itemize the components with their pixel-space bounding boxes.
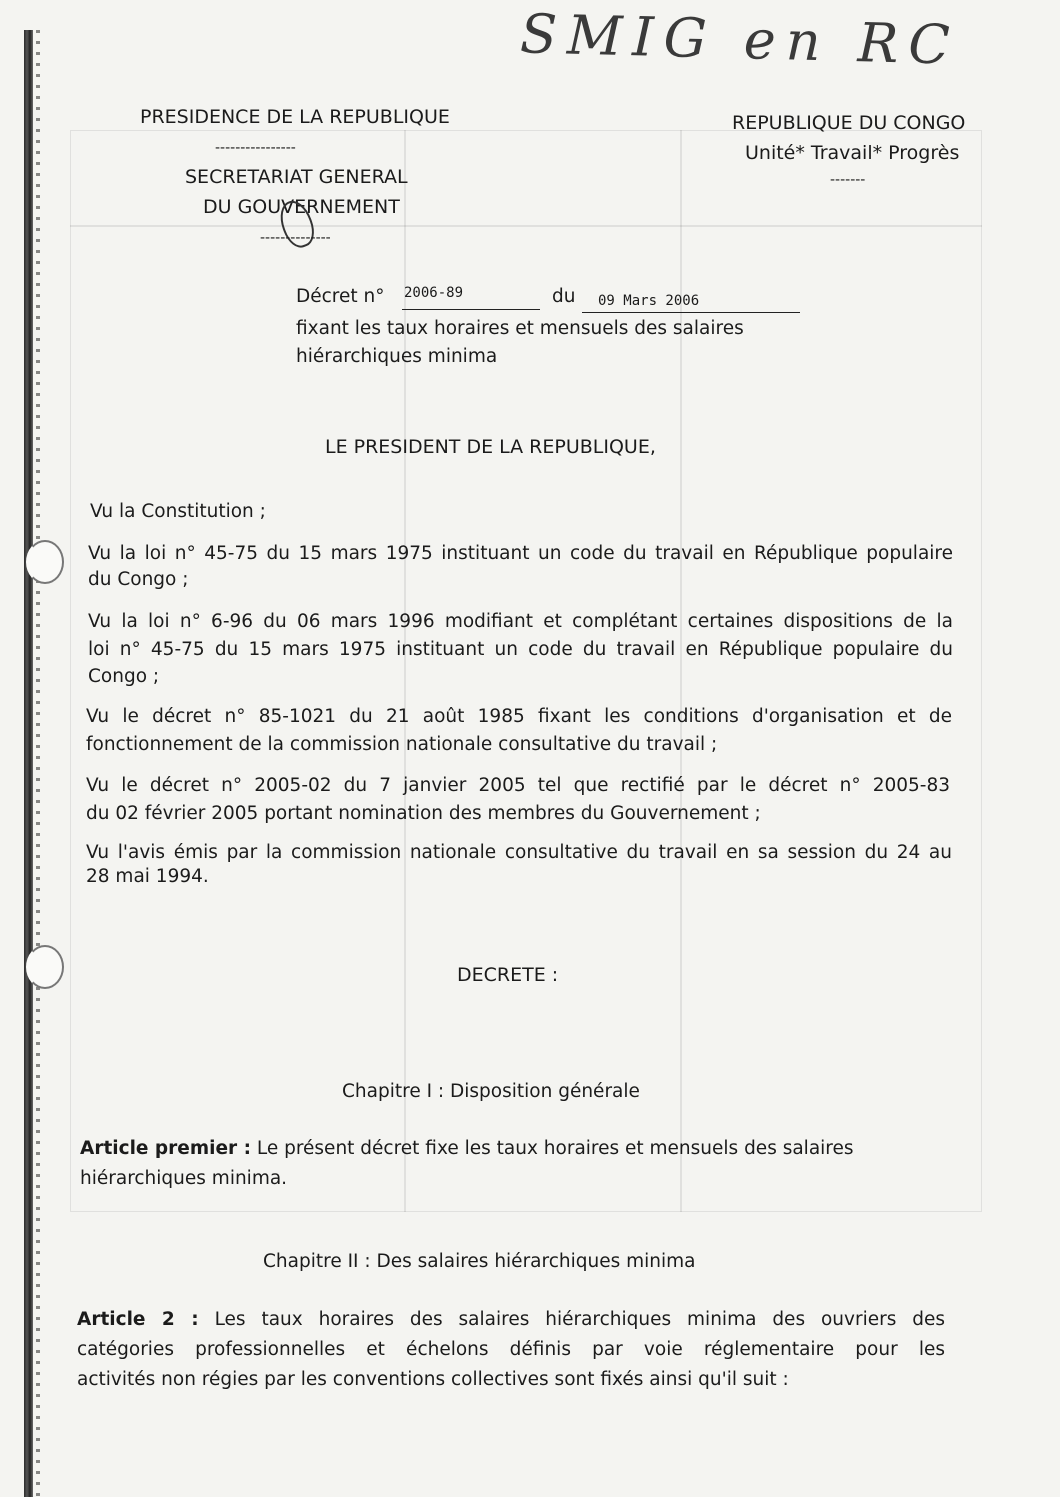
- binding-perforation: [36, 30, 40, 1497]
- decrete-heading: DECRETE :: [457, 964, 559, 986]
- binding-edge: [24, 30, 33, 1497]
- bleed-through-table: [70, 130, 982, 1212]
- decree-title-line: fixant les taux horaires et mensuels des salaires: [296, 318, 744, 339]
- header-separator: --------------: [260, 230, 331, 246]
- decree-number: 2006-89: [404, 285, 464, 301]
- visa-line: Vu le décret n° 2005-02 du 7 janvier 2005 tel que rectifié par le décret n° 2005-83: [86, 775, 950, 796]
- header-secretariat: SECRETARIAT GENERAL: [185, 166, 408, 188]
- decree-du: du: [552, 286, 576, 307]
- president-heading: LE PRESIDENT DE LA REPUBLIQUE,: [325, 436, 656, 458]
- header-motto: Unité* Travail* Progrès: [745, 142, 960, 164]
- visa-line: loi n° 45-75 du 15 mars 1975 instituant un code du travail en République populaire du: [88, 639, 953, 660]
- decree-number-underline: [402, 309, 540, 310]
- article-2-label: Article 2 :: [77, 1309, 199, 1330]
- bleed-through-row: [70, 225, 982, 227]
- visa-line: Vu la loi n° 6-96 du 06 mars 1996 modifiant et complétant certaines dispositions de la: [88, 611, 953, 632]
- visa-line: 28 mai 1994.: [86, 866, 209, 887]
- visa-line: du Congo ;: [88, 569, 189, 590]
- punch-hole: [26, 540, 64, 584]
- decree-date-underline: [582, 312, 800, 313]
- header-separator: ----------------: [215, 140, 296, 156]
- visa-line: du 02 février 2005 portant nomination des membres du Gouvernement ;: [86, 803, 761, 824]
- header-separator: -------: [830, 172, 866, 188]
- handwritten-note: SMIG en RC: [519, 2, 961, 77]
- article-2-text: activités non régies par les conventions collectives sont fixés ainsi qu'il suit :: [77, 1369, 789, 1390]
- punch-hole: [26, 945, 64, 989]
- visa-line: Congo ;: [88, 666, 160, 687]
- decree-title-line: hiérarchiques minima: [296, 346, 498, 367]
- article-1-text: Le présent décret fixe les taux horaires et mensuels des salaires: [250, 1138, 854, 1159]
- visa-line: Vu la loi n° 45-75 du 15 mars 1975 instituant un code du travail en République populaire: [88, 543, 953, 564]
- decree-label: Décret n°: [296, 286, 385, 307]
- visa-line: Vu la Constitution ;: [90, 501, 266, 522]
- chapter-2-title: Chapitre II : Des salaires hiérarchiques minima: [263, 1251, 696, 1272]
- visa-line: Vu l'avis émis par la commission nationale consultative du travail en sa session du 24 au: [86, 842, 952, 863]
- visa-line: Vu le décret n° 85-1021 du 21 août 1985 fixant les conditions d'organisation et de: [86, 706, 952, 727]
- header-republique: REPUBLIQUE DU CONGO: [732, 112, 966, 134]
- article-2-text: Les taux horaires des salaires hiérarchiques minima des ouvriers des: [198, 1309, 945, 1330]
- header-presidence: PRESIDENCE DE LA REPUBLIQUE: [140, 106, 450, 128]
- decree-date: 09 Mars 2006: [598, 293, 700, 309]
- article-1-label: Article premier :: [80, 1138, 251, 1159]
- chapter-1-title: Chapitre I : Disposition générale: [342, 1081, 640, 1102]
- visa-line: fonctionnement de la commission nationale consultative du travail ;: [86, 734, 718, 755]
- article-1-text: hiérarchiques minima.: [80, 1168, 288, 1189]
- article-2-text: catégories professionnelles et échelons définis par voie réglementaire pour les: [77, 1339, 945, 1360]
- header-gouvernement: DU GOUVERNEMENT: [203, 196, 400, 218]
- article-2: [77, 1309, 945, 1330]
- article-1: [80, 1138, 854, 1159]
